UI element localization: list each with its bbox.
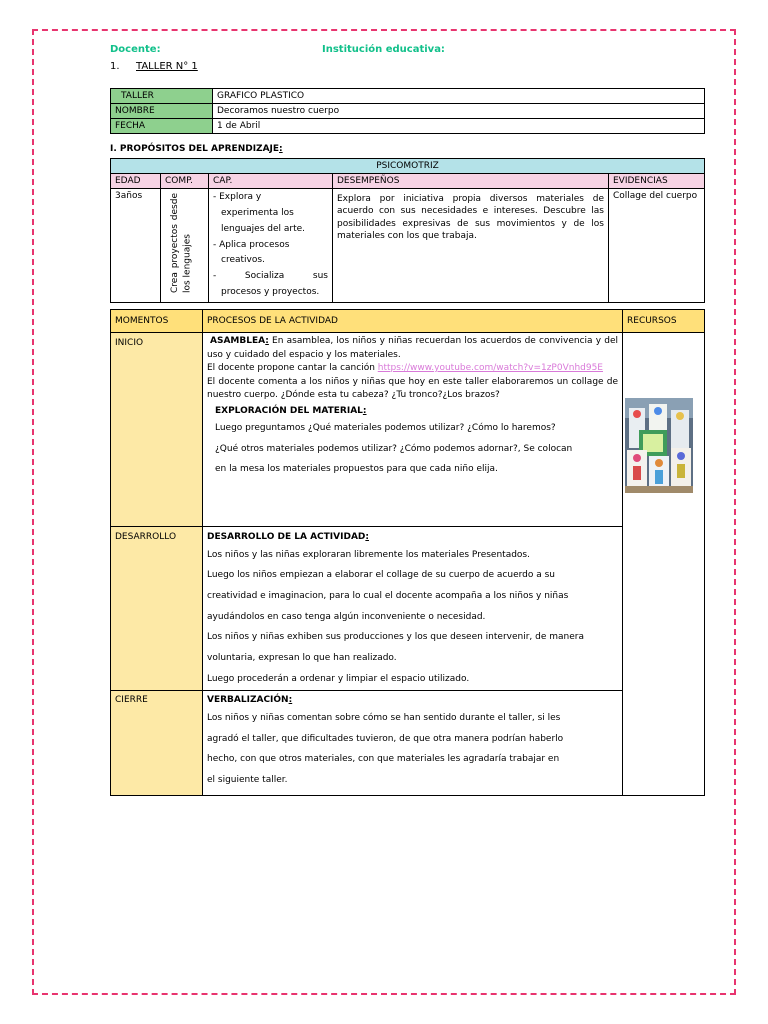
info-value-nombre: Decoramos nuestro cuerpo <box>213 104 705 119</box>
exploracion-line: ¿Qué otros materiales podemos utilizar? ¿Cómo podemos adornar?, Se colocan <box>215 443 573 454</box>
desarrollo-title: DESARROLLO DE LA ACTIVIDAD <box>207 532 366 542</box>
capacidades-cell <box>209 189 333 302</box>
capacidades-list <box>213 190 328 300</box>
cierre-colon: : <box>288 695 293 706</box>
propositos-table <box>110 158 705 303</box>
cierre-title-line <box>207 694 618 708</box>
col-momentos: MOMENTOS <box>111 310 203 333</box>
cierre-title: VERBALIZACIÓN <box>207 695 289 706</box>
desarrollo-line: creatividad e imaginacion, para lo cual el docente acompaña a los niños y niñas <box>207 590 569 601</box>
cierre-line: agradó el taller, que dificultades tuvieron, de que otra manera podrían haberlo <box>207 733 564 744</box>
comenta-paragraph: El docente comenta a los niños y niñas que hoy en este taller elaboraremos un collage de nuestro cuerpo. ¿Dónde esta tu cabeza? ¿Tu tronco?¿Los brazos? <box>207 376 618 400</box>
cierre-label: CIERRE <box>111 691 203 796</box>
edad-cell: 3años <box>111 189 161 302</box>
desempeno-cell: Explora por iniciativa propia diversos materiales de acuerdo con sus necesidades e intereses. Descubre las posibilidades expresivas de sus movimientos y de los materiales con los que trabaja. <box>333 189 609 302</box>
desarrollo-line: ayudándolos en caso tenga algún inconveniente o necesidad. <box>207 611 486 622</box>
info-label-nombre: NOMBRE <box>111 104 213 119</box>
cierre-row <box>111 691 705 796</box>
exploracion-colon: : <box>362 405 367 416</box>
col-evidencias: EVIDENCIAS <box>609 174 705 189</box>
col-recursos: RECURSOS <box>623 310 705 333</box>
inicio-content <box>203 333 623 527</box>
info-value-fecha: 1 de Abril <box>213 119 705 134</box>
docente-label: Docente: <box>110 44 161 55</box>
exploracion-title-line <box>207 405 618 419</box>
inicio-label: INICIO <box>111 333 203 527</box>
propositos-title-colon: : <box>279 144 283 154</box>
info-row-nombre <box>111 104 705 119</box>
cancion-text: El docente propone cantar la canción <box>207 363 378 373</box>
asamblea-text: En asamblea, los niños y niñas recuerdan los acuerdos de convivencia y del uso y cuidado del espacio y los materiales. <box>207 336 618 360</box>
desarrollo-content <box>203 527 623 691</box>
desarrollo-line: Los niños y niñas exhiben sus producciones y los que deseen intervenir, de manera <box>207 632 584 643</box>
asamblea-paragraph <box>207 335 618 362</box>
capacidad-item: - Aplica procesos <box>213 239 290 250</box>
taller-number: 1. <box>110 61 120 72</box>
area-row <box>111 159 705 174</box>
capacidad-item: - Socializa sus <box>213 271 328 282</box>
cierre-text <box>207 708 618 791</box>
desarrollo-line: Los niños y las niñas exploraran libremente los materiales Presentados. <box>207 549 530 560</box>
cierre-line: el siguiente taller. <box>207 774 288 785</box>
col-edad: EDAD <box>111 174 161 189</box>
competencia-text: Crea proyectos desde los lenguajes <box>169 193 193 294</box>
info-row-fecha <box>111 119 705 134</box>
institucion-label: Institución educativa: <box>322 44 445 55</box>
info-value-taller: GRAFICO PLASTICO <box>213 89 705 104</box>
capacidad-item: creativos. <box>221 255 265 266</box>
capacidad-item: experimenta los <box>221 208 294 219</box>
exploracion-line: en la mesa los materiales propuestos para que cada niño elija. <box>215 464 498 475</box>
capacidad-item: procesos y proyectos. <box>221 286 320 297</box>
capacidad-item: lenguajes del arte. <box>221 223 306 234</box>
cierre-line: Los niños y niñas comentan sobre cómo se han sentido durante el taller, si les <box>207 712 561 723</box>
collage-photo <box>625 398 693 493</box>
cancion-link[interactable]: https://www.youtube.com/watch?v=1zP0Vnhd95E <box>377 363 603 373</box>
competencia-cell <box>161 189 209 302</box>
taller-title: TALLER N° 1 <box>136 61 198 72</box>
actividad-header-row <box>111 310 705 333</box>
desarrollo-line: Luego los niños empiezan a elaborar el collage de su cuerpo de acuerdo a su <box>207 570 556 581</box>
info-row-taller <box>111 89 705 104</box>
evidencia-cell: Collage del cuerpo <box>609 189 705 302</box>
taller-heading <box>110 61 198 72</box>
capacidad-item: - Explora y <box>213 192 262 203</box>
desarrollo-label: DESARROLLO <box>111 527 203 691</box>
propositos-title <box>110 144 283 154</box>
propositos-body-row <box>111 189 705 302</box>
actividad-table <box>110 309 705 796</box>
exploracion-line: Luego preguntamos ¿Qué materiales podemos utilizar? ¿Cómo lo haremos? <box>215 423 556 433</box>
col-desempenos: DESEMPEÑOS <box>333 174 609 189</box>
cancion-paragraph <box>207 362 618 376</box>
desarrollo-text <box>207 545 618 690</box>
exploracion-title: EXPLORACIÓN DEL MATERIAL <box>215 405 363 416</box>
desarrollo-title-line <box>207 531 618 545</box>
inicio-row <box>111 333 705 527</box>
cierre-content <box>203 691 623 796</box>
area-title: PSICOMOTRIZ <box>111 159 705 174</box>
exploracion-text <box>207 418 618 480</box>
desarrollo-row <box>111 527 705 691</box>
asamblea-colon: : <box>265 336 269 346</box>
asamblea-title: ASAMBLEA <box>210 336 266 346</box>
propositos-header-row <box>111 174 705 189</box>
col-comp: COMP. <box>161 174 209 189</box>
info-label-fecha: FECHA <box>111 119 213 134</box>
desarrollo-colon: : <box>365 532 369 542</box>
desarrollo-line: Luego procederán a ordenar y limpiar el espacio utilizado. <box>207 673 470 684</box>
col-procesos: PROCESOS DE LA ACTIVIDAD <box>203 310 623 333</box>
info-label-taller: TALLER <box>111 89 213 104</box>
propositos-title-text: I. PROPÓSITOS DEL APRENDIZAJE <box>110 144 280 154</box>
cierre-line: hecho, con que otros materiales, con que materiales les agradaría trabajar en <box>207 754 560 765</box>
col-cap: CAP. <box>209 174 333 189</box>
desarrollo-line: voluntaria, expresan lo que han realizado. <box>207 652 397 663</box>
info-table <box>110 88 705 134</box>
